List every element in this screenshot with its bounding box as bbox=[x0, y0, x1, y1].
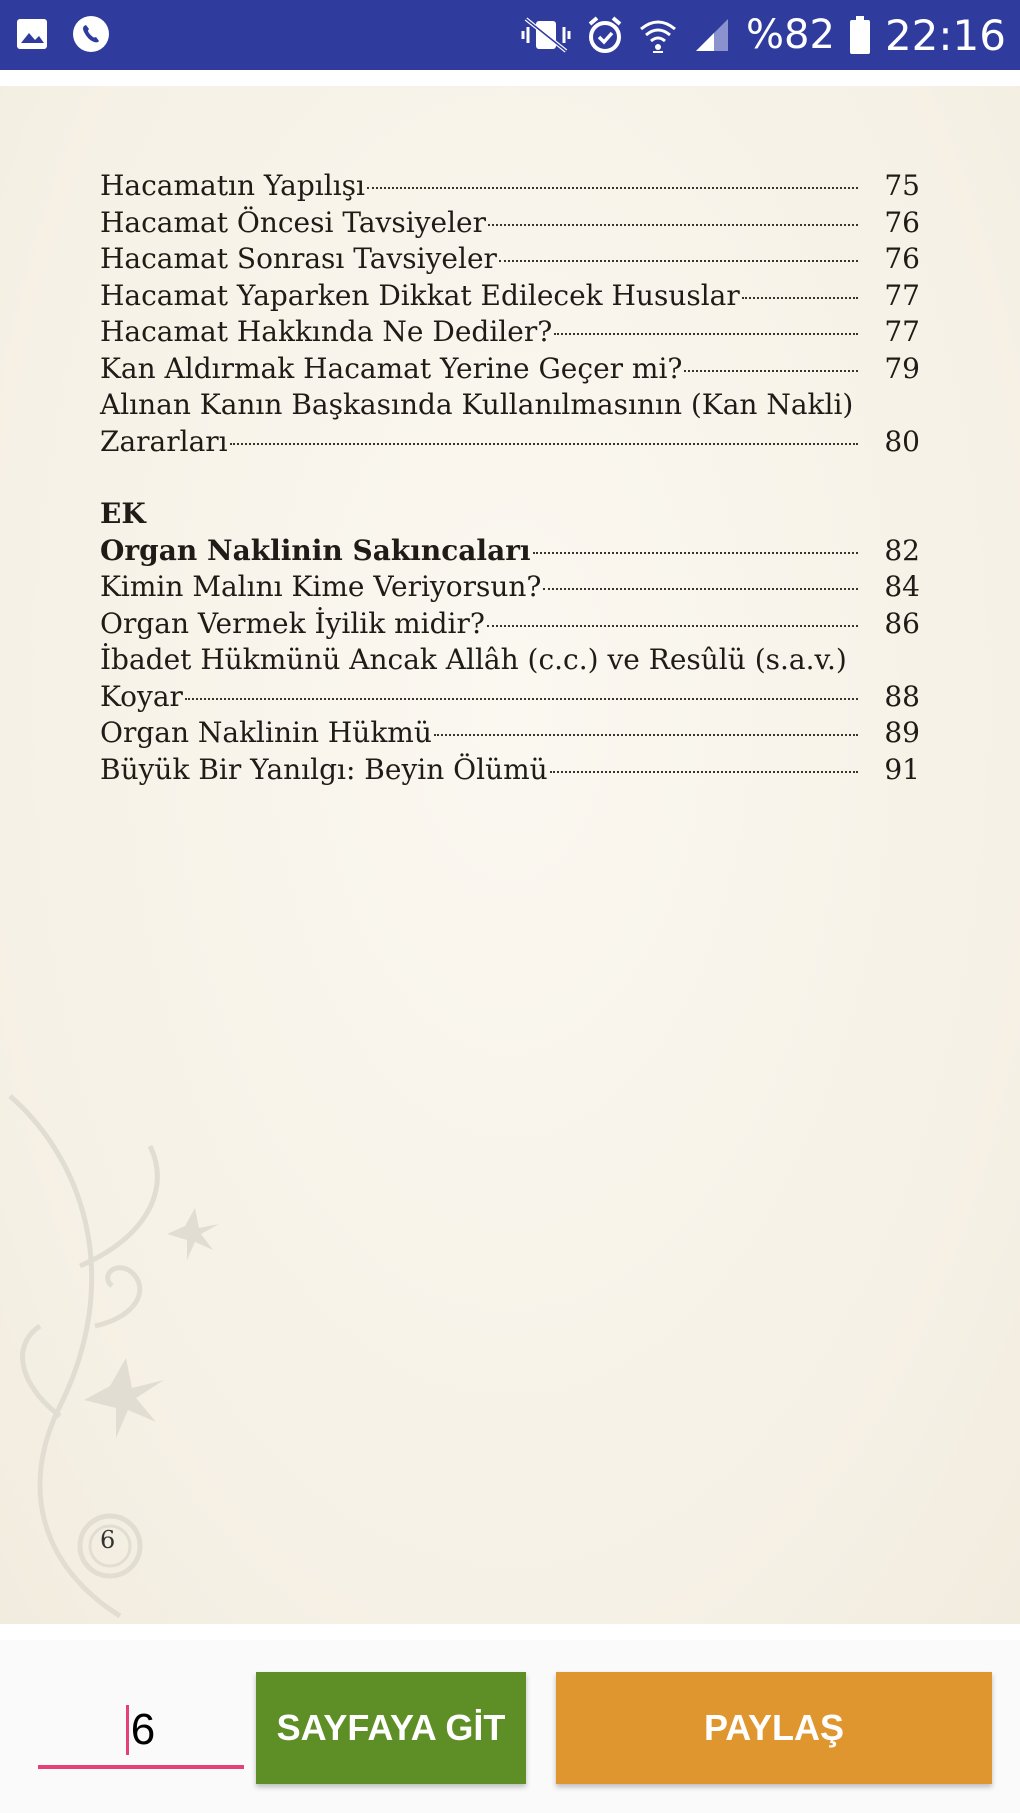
toc-entry: Hacamatın Yapılışı 75 bbox=[100, 169, 920, 202]
toc-entry: Hacamat Sonrası Tavsiyeler 76 bbox=[100, 242, 920, 275]
go-to-page-button[interactable]: SAYFAYA GİT bbox=[256, 1672, 526, 1784]
toc-entry: Hacamat Hakkında Ne Dediler? 77 bbox=[100, 315, 920, 348]
toc-entry: Hacamat Yaparken Dikkat Edilecek Hususlar 77 bbox=[100, 278, 920, 312]
share-button[interactable]: PAYLAŞ bbox=[556, 1672, 992, 1784]
signal-icon bbox=[692, 15, 732, 55]
clock: 22:16 bbox=[884, 10, 1006, 60]
alarm-icon bbox=[586, 15, 624, 55]
battery-percent: %82 bbox=[746, 12, 835, 58]
toc-entry: Organ Naklinin Hükmü 89 bbox=[100, 716, 920, 749]
toc-entry: Büyük Bir Yanılgı: Beyin Ölümü 91 bbox=[100, 752, 920, 786]
toc-entry: Zararları 80 bbox=[100, 424, 920, 458]
battery-icon bbox=[849, 16, 871, 54]
gallery-icon bbox=[14, 15, 50, 53]
vibrate-mute-icon bbox=[520, 15, 572, 55]
toc-entry: Kan Aldırmak Hacamat Yerine Geçer mi? 79 bbox=[100, 351, 920, 385]
page-number-input[interactable] bbox=[38, 1695, 248, 1765]
section-heading: EK bbox=[100, 497, 146, 530]
book-page[interactable] bbox=[0, 86, 1020, 1624]
toc-entry: Koyar 88 bbox=[100, 679, 920, 713]
toc-entry: Kimin Malını Kime Veriyorsun? 84 bbox=[100, 570, 920, 603]
phone-call-icon bbox=[72, 15, 110, 53]
toc-entry-line: Alınan Kanın Başkasında Kullanılmasının (Kan Nakli) bbox=[100, 388, 854, 421]
toc-entry-line: İbadet Hükmünü Ancak Allâh (c.c.) ve Resûlü (s.a.v.) bbox=[100, 643, 847, 676]
bottom-toolbar bbox=[0, 1640, 1020, 1813]
toc-entry: Hacamat Öncesi Tavsiyeler 76 bbox=[100, 205, 920, 239]
page-number: 6 bbox=[100, 1526, 116, 1554]
status-bar bbox=[0, 0, 1020, 70]
toc-entry: Organ Vermek İyilik midir? 86 bbox=[100, 606, 920, 640]
table-of-contents bbox=[100, 168, 920, 788]
toc-entry: Organ Naklinin Sakıncaları 82 bbox=[100, 533, 920, 567]
wifi-icon bbox=[638, 15, 678, 55]
text-cursor bbox=[126, 1705, 129, 1755]
page-input-container bbox=[38, 1695, 244, 1769]
